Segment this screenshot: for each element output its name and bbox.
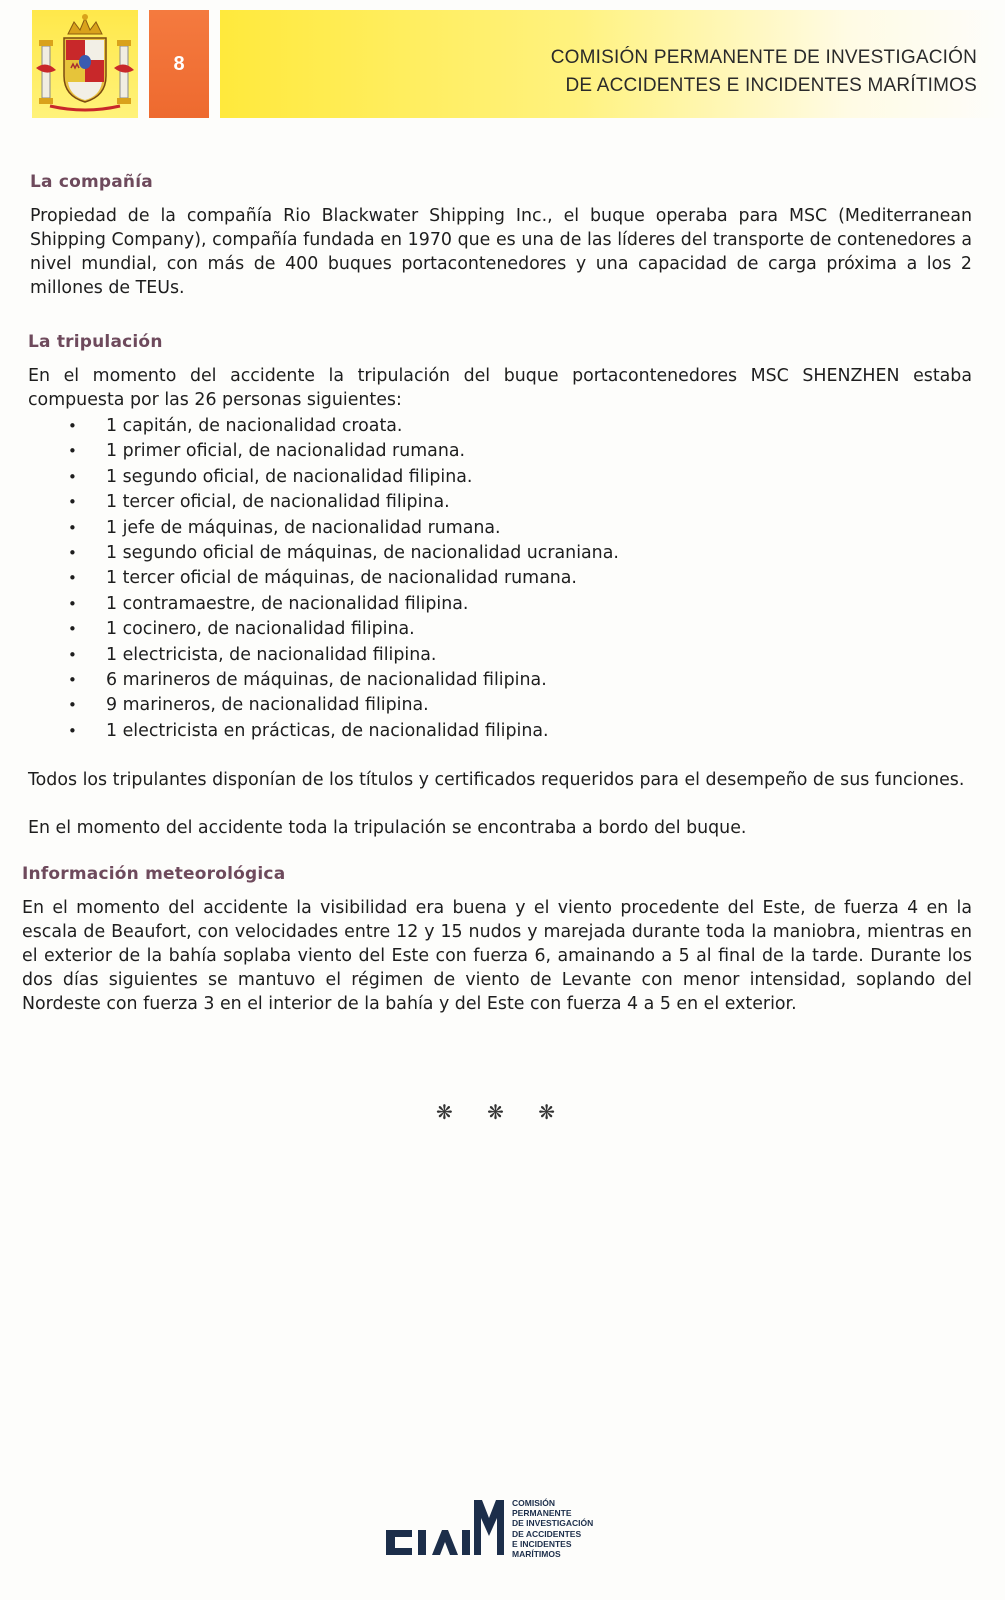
logo-text-line: PERMANENTE [512, 1508, 572, 1519]
section-company [22, 172, 972, 300]
list-item: • 1 contramaestre, de nacionalidad filipina. [68, 592, 972, 617]
crew-list [28, 414, 972, 744]
section-separator: ❋ ❋ ❋ [436, 1100, 569, 1124]
list-item: • 1 cocinero, de nacionalidad filipina. [68, 617, 972, 642]
ciaim-logo [382, 1496, 622, 1562]
crew-heading: La tripulación [28, 332, 163, 352]
logo-text-line: DE ACCIDENTES [512, 1528, 582, 1539]
logo-text-line: DE INVESTIGACIÓN [512, 1518, 594, 1529]
list-item: • 1 segundo oficial, de nacionalidad filipina. [68, 465, 972, 490]
ciaim-logo-text [512, 1498, 622, 1559]
section-weather [22, 864, 972, 1016]
crew-certificates: Todos los tripulantes disponían de los títulos y certificados requeridos para el desempeño de sus funciones. [28, 770, 965, 791]
company-heading: La compañía [30, 172, 153, 192]
ciaim-logo-mark [382, 1496, 512, 1562]
header-title [551, 44, 977, 100]
logo-text-line: E INCIDENTES [512, 1538, 572, 1549]
crew-intro: En el momento del accidente la tripulación del buque portacontenedores MSC SHENZHEN estaba compuesta por las 26 personas siguientes: [28, 366, 972, 410]
crew-on-board: En el momento del accidente toda la tripulación se encontraba a bordo del buque. [28, 818, 747, 839]
page-number: 8 [149, 10, 209, 118]
list-item: • 1 tercer oficial, de nacionalidad filipina. [68, 490, 972, 515]
weather-heading: Información meteorológica [22, 864, 286, 885]
list-item: • 1 segundo oficial de máquinas, de nacionalidad ucraniana. [68, 541, 972, 566]
section-crew [22, 332, 972, 840]
list-item: • 1 jefe de máquinas, de nacionalidad rumana. [68, 516, 972, 541]
list-item: • 6 marineros de máquinas, de nacionalidad filipina. [68, 668, 972, 693]
main-content [22, 172, 972, 1040]
list-item: • 1 primer oficial, de nacionalidad rumana. [68, 439, 972, 464]
list-item: • 1 electricista en prácticas, de nacionalidad filipina. [68, 719, 972, 744]
coat-of-arms-logo [32, 10, 138, 118]
weather-text: En el momento del accidente la visibilidad era buena y el viento procedente del Este, de fuerza 4 en la escala de Beaufort, con velocidades entre 12 y 15 nudos y marejada durante toda la maniobra, mientras en el exterior de la bahía soplaba viento del Este con fuerza 6, amainando a 5 al final de la tarde. Durante los dos días siguientes se mantuvo el régimen de viento de Levante con menor intensidad, soplando del Nordeste con fuerza 3 en el interior de la bahía y del Este con fuerza 4 a 5 en el exterior. [22, 898, 972, 1015]
list-item: • 1 tercer oficial de máquinas, de nacionalidad rumana. [68, 566, 972, 591]
header-title-line1: COMISIÓN PERMANENTE DE INVESTIGACIÓN [550, 47, 977, 68]
header-title-line2: DE ACCIDENTES E INCIDENTES MARÍTIMOS [565, 75, 977, 96]
company-text: Propiedad de la compañía Rio Blackwater Shipping Inc., el buque operaba para MSC (Mediterranean Shipping Company), compañía fundada en 1970 que es una de las líderes del transporte de contenedores a nivel mundial, con más de 400 buques portacontenedores y una capacidad de carga próxima a los 2 millones de TEUs. [30, 206, 972, 298]
logo-text-line: COMISIÓN [512, 1498, 555, 1508]
list-item: • 1 capitán, de nacionalidad croata. [68, 414, 972, 439]
list-item: • 1 electricista, de nacionalidad filipina. [68, 643, 972, 668]
logo-text-line: MARÍTIMOS [512, 1549, 561, 1560]
list-item: • 9 marineros, de nacionalidad filipina. [68, 693, 972, 718]
